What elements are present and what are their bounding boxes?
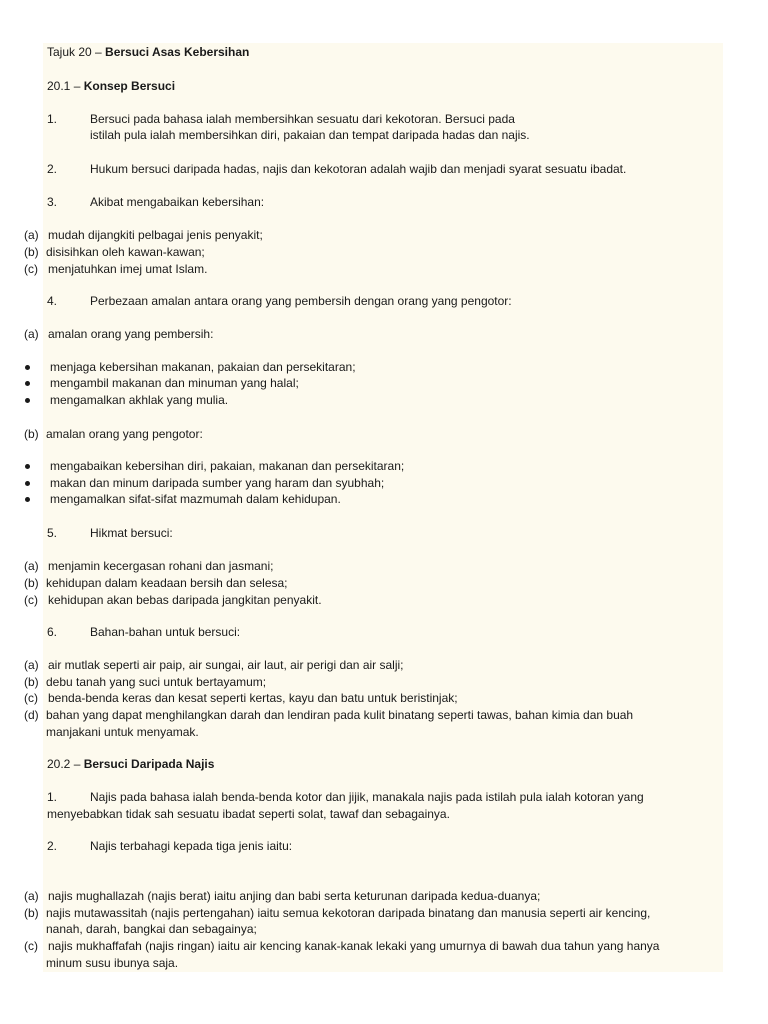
list-item: kehidupan akan bebas daripada jangkitan penyakit. bbox=[48, 593, 322, 607]
list-item: najis mughallazah (najis berat) iaitu anjing dan babi serta keturunan daripada kedua-duanya; bbox=[48, 889, 541, 903]
list-label: (b) bbox=[24, 675, 39, 689]
list-label: (b) bbox=[24, 576, 39, 590]
list-label: (c) bbox=[24, 262, 38, 276]
list-label: (a) bbox=[24, 327, 39, 341]
item-number: 1. bbox=[47, 790, 58, 804]
bullet-icon bbox=[25, 481, 30, 486]
paragraph-text: Najis pada bahasa ialah benda-benda kotor dan jijik, manakala najis pada istilah pula ialah kotoran yang bbox=[90, 790, 644, 804]
list-item: amalan orang yang pengotor: bbox=[46, 427, 203, 441]
bullet-icon bbox=[25, 398, 30, 403]
item-number: 2. bbox=[47, 162, 58, 176]
list-label: (c) bbox=[24, 939, 38, 953]
list-label: (a) bbox=[24, 658, 39, 672]
list-item: benda-benda keras dan kesat seperti kertas, kayu dan batu untuk beristinjak; bbox=[48, 691, 458, 705]
list-item: najis mutawassitah (najis pertengahan) iaitu semua kekotoran daripada binatang dan manusia seperti air kencing, bbox=[46, 906, 651, 920]
list-label: (c) bbox=[24, 691, 38, 705]
document-title: Tajuk 20 – Bersuci Asas Kebersihan bbox=[47, 45, 250, 59]
bullet-item: mengambil makanan dan minuman yang halal; bbox=[50, 376, 299, 390]
list-item: disisihkan oleh kawan-kawan; bbox=[46, 245, 205, 259]
bullet-icon bbox=[25, 381, 30, 386]
item-number: 5. bbox=[47, 526, 58, 540]
paragraph-text: Perbezaan amalan antara orang yang pembersih dengan orang yang pengotor: bbox=[90, 294, 512, 308]
bullet-icon bbox=[25, 497, 30, 502]
list-item-continuation: nanah, darah, bangkai dan sebagainya; bbox=[46, 922, 257, 936]
list-item: menjatuhkan imej umat Islam. bbox=[48, 262, 208, 276]
list-item-continuation: manjakani untuk menyamak. bbox=[46, 725, 199, 739]
list-item: mudah dijangkiti pelbagai jenis penyakit; bbox=[48, 228, 263, 242]
bullet-item: mengabaikan kebersihan diri, pakaian, makanan dan persekitaran; bbox=[50, 459, 405, 473]
list-item: kehidupan dalam keadaan bersih dan selesa; bbox=[46, 576, 288, 590]
list-label: (a) bbox=[24, 559, 39, 573]
list-item: air mutlak seperti air paip, air sungai, air laut, air perigi dan air salji; bbox=[48, 658, 404, 672]
list-label: (b) bbox=[24, 245, 39, 259]
list-label: (b) bbox=[24, 906, 39, 920]
paragraph-text: istilah pula ialah membersihkan diri, pakaian dan tempat daripada hadas dan najis. bbox=[90, 128, 530, 142]
list-label: (c) bbox=[24, 593, 38, 607]
item-number: 2. bbox=[47, 839, 58, 853]
list-label: (b) bbox=[24, 427, 39, 441]
list-item: najis mukhaffafah (najis ringan) iaitu air kencing kanak-kanak lekaki yang umurnya di bawah dua tahun yang hanya bbox=[48, 939, 660, 953]
bullet-icon bbox=[25, 464, 30, 469]
list-label: (a) bbox=[24, 889, 39, 903]
list-item: menjamin kecergasan rohani dan jasmani; bbox=[48, 559, 274, 573]
list-label: (d) bbox=[24, 708, 39, 722]
paragraph-text: menyebabkan tidak sah sesuatu ibadat seperti solat, tawaf dan sebagainya. bbox=[47, 807, 450, 821]
item-number: 1. bbox=[47, 112, 58, 126]
paragraph-text: Hukum bersuci daripada hadas, najis dan kekotoran adalah wajib dan menjadi syarat sesuatu ibadat. bbox=[90, 162, 627, 176]
list-label: (a) bbox=[24, 228, 39, 242]
bullet-item: makan dan minum daripada sumber yang haram dan syubhah; bbox=[50, 476, 385, 490]
list-item: debu tanah yang suci untuk bertayamum; bbox=[46, 675, 267, 689]
item-number: 6. bbox=[47, 625, 58, 639]
bullet-item: mengamalkan sifat-sifat mazmumah dalam kehidupan. bbox=[50, 492, 341, 506]
list-item: amalan orang yang pembersih: bbox=[48, 327, 214, 341]
item-number: 4. bbox=[47, 294, 58, 308]
bullet-item: menjaga kebersihan makanan, pakaian dan persekitaran; bbox=[50, 360, 356, 374]
document-page bbox=[43, 43, 723, 972]
list-item-continuation: minum susu ibunya saja. bbox=[46, 956, 179, 970]
paragraph-text: Bahan-bahan untuk bersuci: bbox=[90, 625, 241, 639]
paragraph-text: Akibat mengabaikan kebersihan: bbox=[90, 195, 265, 209]
bullet-icon bbox=[25, 365, 30, 370]
paragraph-text: Najis terbahagi kepada tiga jenis iaitu: bbox=[90, 839, 293, 853]
item-number: 3. bbox=[47, 195, 58, 209]
bullet-item: mengamalkan akhlak yang mulia. bbox=[50, 393, 229, 407]
paragraph-text: Bersuci pada bahasa ialah membersihkan sesuatu dari kekotoran. Bersuci pada bbox=[90, 112, 515, 126]
paragraph-text: Hikmat bersuci: bbox=[90, 526, 173, 540]
list-item: bahan yang dapat menghilangkan darah dan lendiran pada kulit binatang seperti tawas, bahan kimia dan buah bbox=[46, 708, 634, 722]
section-heading-20-2: 20.2 – Bersuci Daripada Najis bbox=[47, 757, 215, 771]
section-heading-20-1: 20.1 – Konsep Bersuci bbox=[47, 79, 176, 93]
